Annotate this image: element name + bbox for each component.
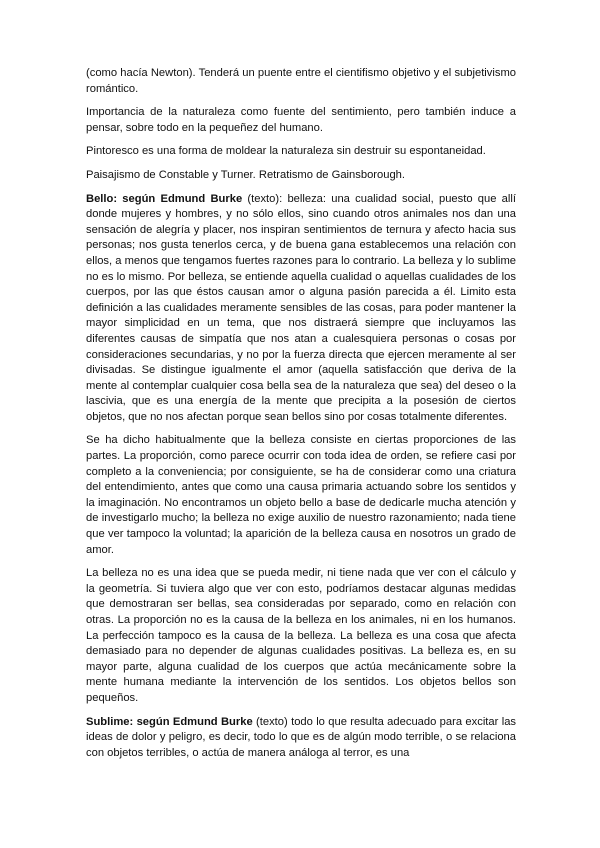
paragraph-naturaleza — [86, 105, 516, 136]
paragraph-text: Paisajismo de Constable y Turner. Retratismo de Gainsborough. — [86, 168, 406, 181]
paragraph-lead-bold: Sublime: según Edmund Burke — [86, 715, 253, 728]
paragraph-bello — [86, 192, 516, 426]
paragraph-lead-bold: Bello: según Edmund Burke — [86, 192, 243, 205]
paragraph-proporcion — [86, 433, 516, 558]
paragraph-newton — [86, 66, 516, 97]
paragraph-paisajismo — [86, 168, 516, 184]
paragraph-sublime — [86, 715, 516, 762]
paragraph-medida — [86, 566, 516, 706]
paragraph-text: (como hacía Newton). Tenderá un puente entre el cientifismo objetivo y el subjetivismo romántico. — [86, 67, 516, 95]
paragraph-text: Pintoresco es una forma de moldear la naturaleza sin destruir su espontaneidad. — [86, 145, 486, 158]
document-page — [86, 66, 516, 836]
paragraph-text: (texto): belleza: una cualidad social, puesto que allí donde mujeres y hombres, y no sólo ellos, sino cuando otros animales nos dan una sensación de alegría y placer, nos inspiran sentimientos de ternura y afecto hacia sus personas; nos gusta tenerlos cerca, y de buena gana establecemos una relación con ellos, a menos que tengamos fuertes razones para lo contrario. La belleza y lo sublime no es lo mismo. Por belleza, se entiende aquella cualidad o aquellas cualidades de los cuerpos, por las que éstos causan amor o alguna pasión parecida a él. Limito esta definición a las cualidades meramente sensibles de las cosas, para poder mantener la mayor simplicidad en un tema, que nos distraerá siempre que incluyamos las diferentes causas de simpatía que nos atan a cualesquiera personas o cosas por consideraciones secundarias, y no por la fuerza directa que ejercen meramente al ser divisadas. Se distingue igualmente el amor (aquella satisfacción que deriva de la mente al contemplar cualquier cosa bella sea de la naturaleza que sea) del deseo o la lascivia, que es una energía de la mente que precipita a la posesión de ciertos objetos, que no nos afectan porque sean bellos sino por cosas totalmente diferentes. — [86, 192, 516, 423]
paragraph-pintoresco — [86, 144, 516, 160]
paragraph-text: Se ha dicho habitualmente que la belleza consiste en ciertas proporciones de las partes. La proporción, como parece ocurrir con toda idea de orden, se refiere casi por completo a la conveniencia; por consiguiente, se ha de considerar como una criatura del entendimiento, antes que como una causa primaria actuando sobre los sentidos y la imaginación. No encontramos un objeto bello a base de dedicarle mucha atención y de investigarlo mucho; la belleza no exige auxilio de nuestro razonamiento; nada tiene que ver tampoco la voluntad; la aparición de la belleza causa en nosotros un grado de amor. — [86, 434, 516, 556]
paragraph-text: La belleza no es una idea que se pueda medir, ni tiene nada que ver con el cálculo y la geometría. Si tuviera algo que ver con esto, podríamos destacar algunas medidas que demostraran ser bellas, sea consideradas por separado, como en relación con otras. La proporción no es la causa de la belleza en los animales, ni en los humanos. La perfección tampoco es la causa de la belleza. La belleza es una cosa que afecta demasiado para no depender de algunas cualidades positivas. La belleza es, en su mayor parte, alguna cualidad de los cuerpos que actúa mecánicamente sobre la mente humana mediante la intervención de los sentidos. Los objetos bellos son pequeños. — [86, 567, 516, 704]
paragraph-text: (texto) todo lo que resulta adecuado para excitar las ideas de dolor y peligro, es decir, todo lo que es de algún modo terrible, o se relaciona con objetos terribles, o actúa de manera análoga al terror, es una — [86, 715, 516, 759]
paragraph-text: Importancia de la naturaleza como fuente del sentimiento, pero también induce a pensar, sobre todo en la pequeñez del humano. — [86, 106, 516, 134]
